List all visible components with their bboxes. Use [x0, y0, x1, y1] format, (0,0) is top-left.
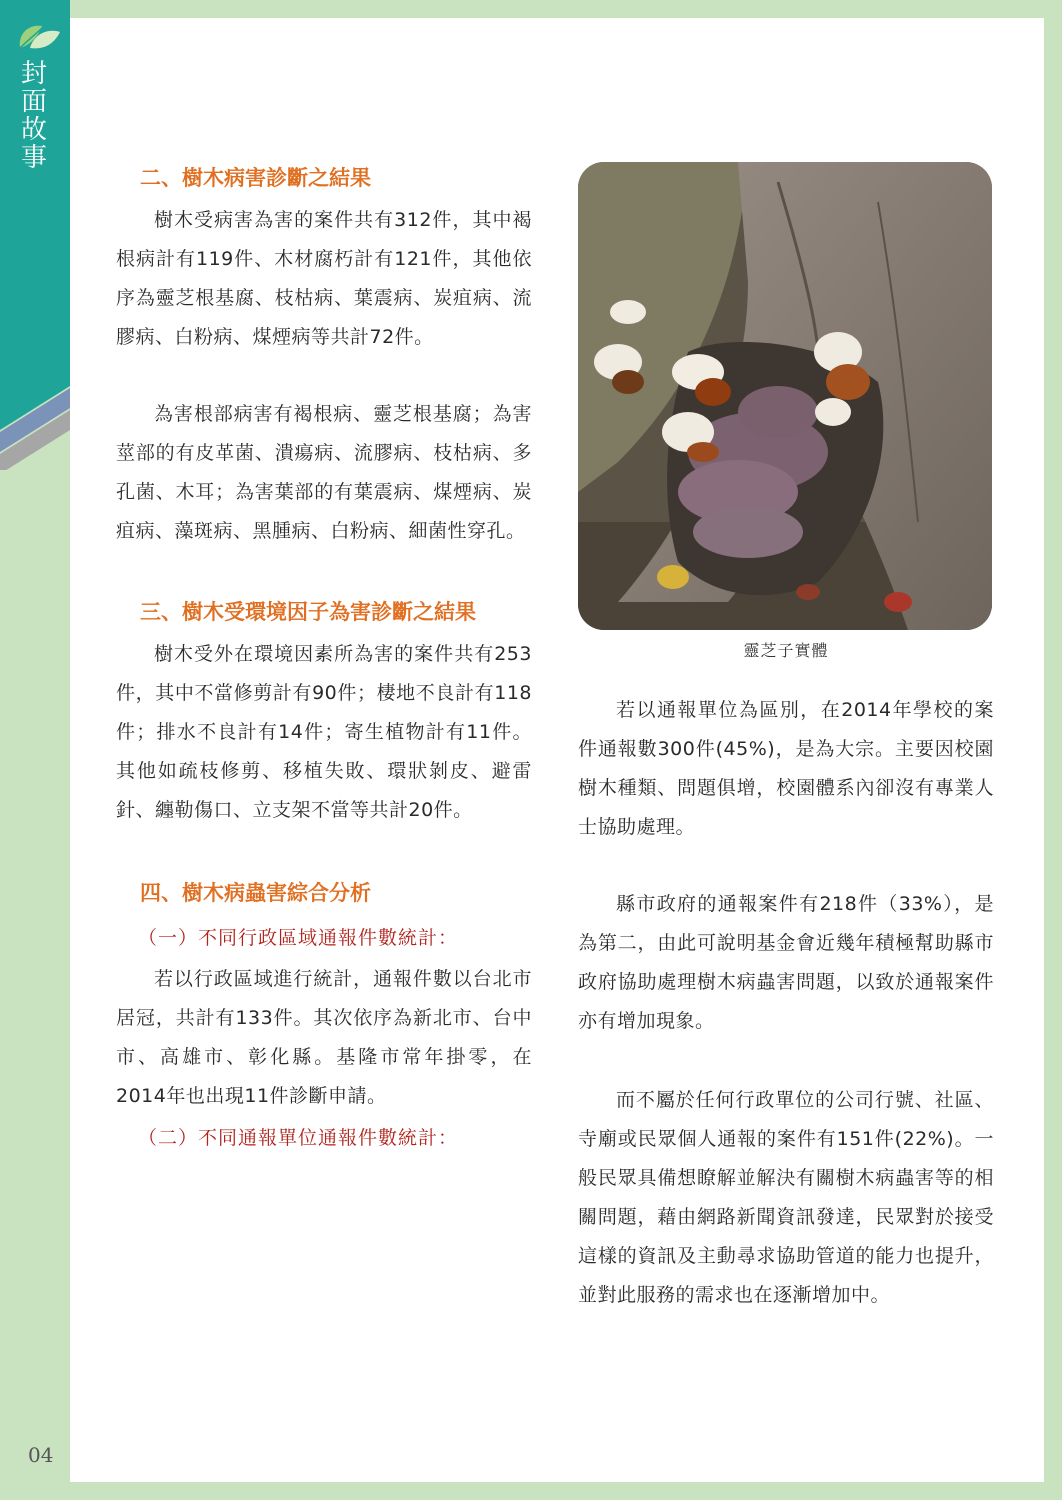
paragraph: 樹木受病害為害的案件共有312件，其中褐根病計有119件、木材腐朽計有121件，其他依序為靈芝根基腐、枝枯病、葉震病、炭疽病、流膠病、白粉病、煤煙病等共計72件。 — [116, 209, 532, 348]
section-label: 封 面 故 事 — [20, 59, 47, 173]
heading-diagnosis-disease: 二、樹木病害診斷之結果 — [140, 166, 371, 190]
paragraph: 為害根部病害有褐根病、靈芝根基腐；為害莖部的有皮革菌、潰瘍病、流膠病、枝枯病、多孔菌、木耳；為害葉部的有葉震病、煤煙病、炭疽病、藻斑病、黑腫病、白粉病、細菌性穿孔。 — [116, 403, 532, 542]
page-frame-right — [1044, 0, 1062, 1500]
paragraph: 縣市政府的通報案件有218件（33%），是為第二，由此可說明基金會近幾年積極幫助縣市政府協助處理樹木病蟲害問題，以致於通報案件亦有增加現象。 — [578, 893, 994, 1032]
page-frame-bottom — [0, 1482, 1062, 1500]
paragraph: 而不屬於任何行政單位的公司行號、社區、寺廟或民眾個人通報的案件有151件(22%)。一般民眾具備想瞭解並解決有關樹木病蟲害等的相關問題，藉由網路新聞資訊發達，民眾對於接受這樣的資訊及主動尋求協助管道的能力也提升，並對此服務的需求也在逐漸增加中。 — [578, 1089, 994, 1306]
page-number: 04 — [28, 1443, 54, 1467]
subheading-region-stats: （一）不同行政區域通報件數統計： — [138, 927, 459, 949]
left-column — [116, 155, 532, 1160]
leaf-icon — [16, 20, 62, 52]
right-column — [578, 162, 994, 1315]
paragraph: 若以通報單位為區別，在2014年學校的案件通報數300件(45%)，是為大宗。主要因校園樹木種類、問題俱增，校園體系內卻沒有專業人士協助處理。 — [578, 699, 994, 838]
heading-diagnosis-environment: 三、樹木受環境因子為害診斷之結果 — [140, 600, 476, 624]
page-frame-top — [0, 0, 1062, 18]
paragraph: 樹木受外在環境因素所為害的案件共有253件，其中不當修剪計有90件；棲地不良計有118件；排水不良計有14件；寄生植物計有11件。其他如疏枝修剪、移植失敗、環狀剝皮、避雷針、纏勒傷口、立支架不當等共計20件。 — [116, 643, 532, 821]
ganoderma-photo — [578, 162, 992, 630]
heading-analysis: 四、樹木病蟲害綜合分析 — [140, 881, 371, 905]
photo-caption: 靈芝子實體 — [743, 641, 829, 660]
subheading-unit-stats: （二）不同通報單位通報件數統計： — [138, 1127, 459, 1149]
section-tab — [0, 0, 70, 470]
paragraph: 若以行政區域進行統計，通報件數以台北市居冠，共計有133件。其次依序為新北市、台中市、高雄市、彰化縣。基隆市常年掛零，在2014年也出現11件診斷申請。 — [116, 968, 532, 1107]
